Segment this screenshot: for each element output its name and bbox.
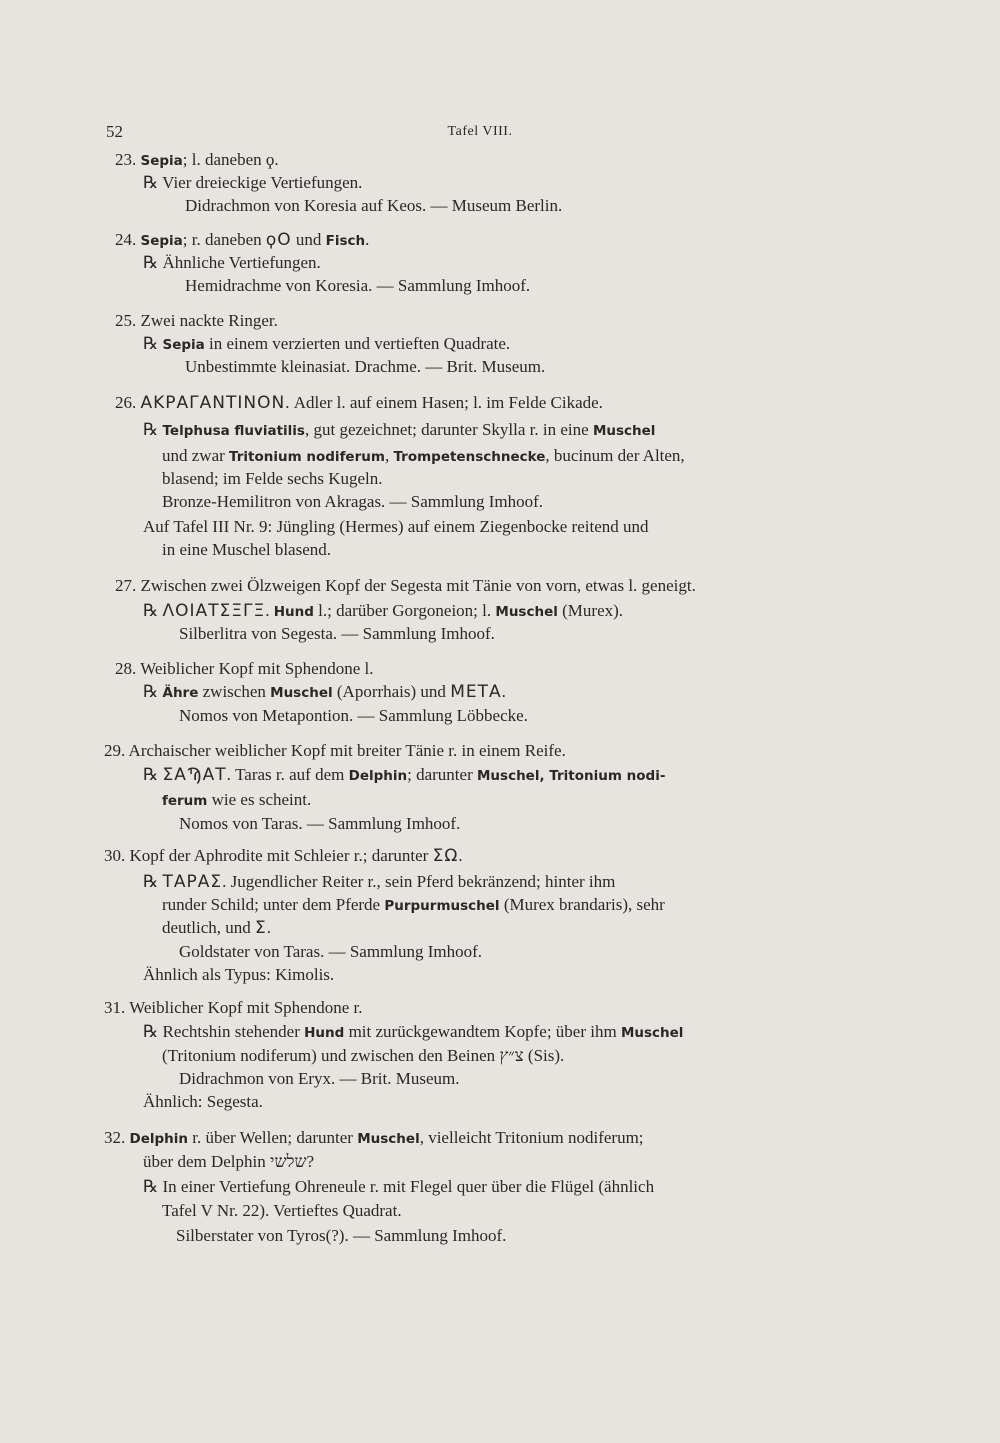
text-line xyxy=(143,1176,654,1198)
line-text: ℞ xyxy=(143,334,163,353)
line-text: . xyxy=(365,230,370,249)
line-text: in eine Muschel blasend. xyxy=(162,540,332,559)
line-text: Hemidrachme von Koresia. — Sammlung Imhoof. xyxy=(185,276,531,295)
line-text: 23. xyxy=(115,150,141,169)
line-text: . Taras r. auf dem xyxy=(226,765,349,784)
text-line xyxy=(162,917,271,939)
bold-term: Delphin xyxy=(129,1131,189,1147)
line-text: , gut gezeichnet; darunter Skylla r. in eine xyxy=(304,420,593,439)
line-text: (Murex brandaris), sehr xyxy=(499,895,665,914)
line-text: Goldstater von Taras. — Sammlung Imhoof. xyxy=(179,942,483,961)
line-text: ℞ xyxy=(143,872,163,891)
line-text: wie es scheint. xyxy=(207,790,312,809)
bold-term: Sepia xyxy=(140,233,183,249)
line-text: ℞ Ähnliche Vertiefungen. xyxy=(143,253,321,272)
line-text: und xyxy=(291,230,326,249)
text-line xyxy=(162,445,685,468)
text-line xyxy=(115,310,278,332)
line-text: , vielleicht Tritonium nodiferum; xyxy=(419,1128,644,1147)
text-line xyxy=(162,894,665,917)
coin-legend: ϙΟ xyxy=(265,230,292,250)
text-line xyxy=(143,172,362,194)
line-text: 32. xyxy=(104,1128,130,1147)
text-line xyxy=(115,575,696,597)
bold-term: Purpurmuschel xyxy=(384,898,500,914)
text-line xyxy=(162,491,543,513)
bold-term: Muschel xyxy=(495,604,558,620)
bold-term: ferum xyxy=(162,793,208,809)
text-line xyxy=(143,1021,683,1044)
text-line xyxy=(176,1225,506,1247)
line-text: ℞ xyxy=(143,420,163,439)
text-line xyxy=(104,740,566,762)
line-text: ; darunter xyxy=(407,765,477,784)
text-line xyxy=(179,1068,459,1090)
line-text: 27. Zwischen zwei Ölzweigen Kopf der Segesta mit Tänie von vorn, etwas l. geneigt. xyxy=(115,576,696,595)
text-line xyxy=(143,871,615,893)
line-text: 31. Weiblicher Kopf mit Sphendone r. xyxy=(104,998,363,1017)
text-line xyxy=(115,658,373,680)
text-line xyxy=(143,600,623,623)
coin-legend: ΤΑΡΑΣ xyxy=(162,872,223,892)
line-text: Nomos von Metapontion. — Sammlung Löbbecke. xyxy=(179,706,528,725)
bold-term: Muschel xyxy=(592,423,656,439)
line-text: ℞ Rechtshin stehender xyxy=(143,1022,305,1041)
line-text: Bronze-Hemilitron von Akragas. — Sammlung Imhoof. xyxy=(162,492,544,511)
line-text: Didrachmon von Eryx. — Brit. Museum. xyxy=(179,1069,460,1088)
line-text: 30. Kopf der Aphrodite mit Schleier r.; darunter xyxy=(104,846,433,865)
line-text: Nomos von Taras. — Sammlung Imhoof. xyxy=(179,814,461,833)
line-text: Ähnlich: Segesta. xyxy=(143,1092,263,1111)
bold-term: Tritonium nodiferum xyxy=(229,449,385,465)
line-text: Tafel V Nr. 22). Vertieftes Quadrat. xyxy=(162,1201,402,1220)
line-text: l.; darüber Gorgoneion; l. xyxy=(313,601,496,620)
text-line xyxy=(115,392,603,414)
bold-term: Muschel xyxy=(357,1131,420,1147)
line-text: . xyxy=(501,682,506,701)
line-text: 26. xyxy=(115,393,141,412)
text-line xyxy=(162,539,331,561)
line-text: über dem Delphin שלשי? xyxy=(143,1152,315,1171)
line-text: (Aporrhais) und xyxy=(332,682,451,701)
line-text: 28. Weiblicher Kopf mit Sphendone l. xyxy=(115,659,374,678)
line-text: zwischen xyxy=(198,682,271,701)
line-text: deutlich, und xyxy=(162,918,256,937)
text-line xyxy=(179,623,495,645)
bold-term: Trompetenschnecke xyxy=(393,449,546,465)
text-line xyxy=(185,195,562,217)
text-line xyxy=(143,681,506,704)
line-text: , xyxy=(384,446,394,465)
line-text: ℞ Vier dreieckige Vertiefungen. xyxy=(143,173,363,192)
text-line xyxy=(104,1127,644,1150)
coin-legend: ΣΩ xyxy=(432,846,459,866)
line-text: . xyxy=(266,918,272,937)
coin-legend: ΣΑϠΑΤ xyxy=(162,765,227,785)
text-line xyxy=(143,252,321,274)
line-text: ; l. daneben ϙ. xyxy=(182,150,279,169)
text-line xyxy=(162,468,383,490)
line-text: . Jugendlicher Reiter r., sein Pferd bekränzend; hinter ihm xyxy=(222,872,616,891)
text-line xyxy=(162,789,311,812)
text-line xyxy=(115,229,369,252)
bold-term: Muschel xyxy=(620,1025,684,1041)
coin-legend: ΜΕΤΑ xyxy=(450,682,502,702)
line-text: mit zurückgewandtem Kopfe; über ihm xyxy=(344,1022,621,1041)
line-text: Auf Tafel III Nr. 9: Jüngling (Hermes) auf einem Ziegenbocke reitend und xyxy=(143,517,649,536)
page-number: 52 xyxy=(106,122,123,141)
text-line xyxy=(143,333,510,356)
line-text: Silberlitra von Segesta. — Sammlung Imhoof. xyxy=(179,624,495,643)
text-line xyxy=(185,275,530,297)
line-text: 29. Archaischer weiblicher Kopf mit breiter Tänie r. in einem Reife. xyxy=(104,741,566,760)
bold-term: Ähre xyxy=(162,685,199,701)
text-line xyxy=(115,149,279,172)
bold-term: Fisch xyxy=(325,233,366,249)
line-text: runder Schild; unter dem Pferde xyxy=(162,895,385,914)
bold-term: Muschel xyxy=(270,685,333,701)
bold-term: Muschel, Tritonium nodi- xyxy=(476,768,666,784)
line-text: , bucinum der Alten, xyxy=(545,446,685,465)
line-text: Silberstater von Tyros(?). — Sammlung Imhoof. xyxy=(176,1226,507,1245)
running-title: Tafel VIII. xyxy=(447,124,513,139)
line-text: und zwar xyxy=(162,446,230,465)
bold-term: Hund xyxy=(304,1025,345,1041)
coin-legend: Σ xyxy=(255,918,267,938)
bold-term: Sepia xyxy=(162,337,205,353)
text-line xyxy=(162,1045,564,1067)
bold-term: Hund xyxy=(273,604,314,620)
text-line xyxy=(143,419,655,442)
line-text: (Tritonium nodiferum) und zwischen den Beinen צ״ץ (Sis). xyxy=(162,1046,565,1065)
text-line xyxy=(162,1200,402,1222)
text-line xyxy=(143,964,334,986)
text-line xyxy=(179,941,482,963)
line-text: Didrachmon von Koresia auf Keos. — Museum Berlin. xyxy=(185,196,563,215)
text-line xyxy=(179,813,460,835)
line-text: r. über Wellen; darunter xyxy=(188,1128,358,1147)
line-text: blasend; im Felde sechs Kugeln. xyxy=(162,469,383,488)
text-line xyxy=(179,705,528,727)
line-text: Unbestimmte kleinasiat. Drachme. — Brit. Museum. xyxy=(185,357,546,376)
text-line xyxy=(104,997,362,1019)
coin-legend: ΑΚΡΑΓΑΝΤΙΝΟΝ xyxy=(140,393,286,413)
line-text: ℞ xyxy=(143,765,163,784)
line-text: . xyxy=(458,846,463,865)
line-text: 24. xyxy=(115,230,141,249)
text-line xyxy=(143,1091,263,1113)
text-line xyxy=(143,764,665,787)
line-text: . Adler l. auf einem Hasen; l. im Felde Cikade. xyxy=(285,393,603,412)
line-text: ℞ xyxy=(143,601,163,620)
text-line xyxy=(185,356,545,378)
bold-term: Delphin xyxy=(348,768,408,784)
line-text: . xyxy=(265,601,274,620)
line-text: 25. Zwei nackte Ringer. xyxy=(115,311,278,330)
line-text: ℞ xyxy=(143,682,163,701)
line-text: Ähnlich als Typus: Kimolis. xyxy=(143,965,335,984)
text-line xyxy=(143,516,649,538)
line-text: ; r. daneben xyxy=(182,230,266,249)
text-line xyxy=(143,1151,314,1173)
line-text: (Murex). xyxy=(557,601,624,620)
coin-legend: ΛΟΙΑΤΣΞΓΞ xyxy=(162,601,266,621)
line-text: ℞ In einer Vertiefung Ohreneule r. mit Flegel quer über die Flügel (ähnlich xyxy=(143,1177,655,1196)
bold-term: Telphusa fluviatilis xyxy=(162,423,305,439)
line-text: in einem verzierten und vertieften Quadrate. xyxy=(204,334,511,353)
text-line xyxy=(104,845,463,867)
page-header xyxy=(0,122,1000,146)
bold-term: Sepia xyxy=(140,153,183,169)
